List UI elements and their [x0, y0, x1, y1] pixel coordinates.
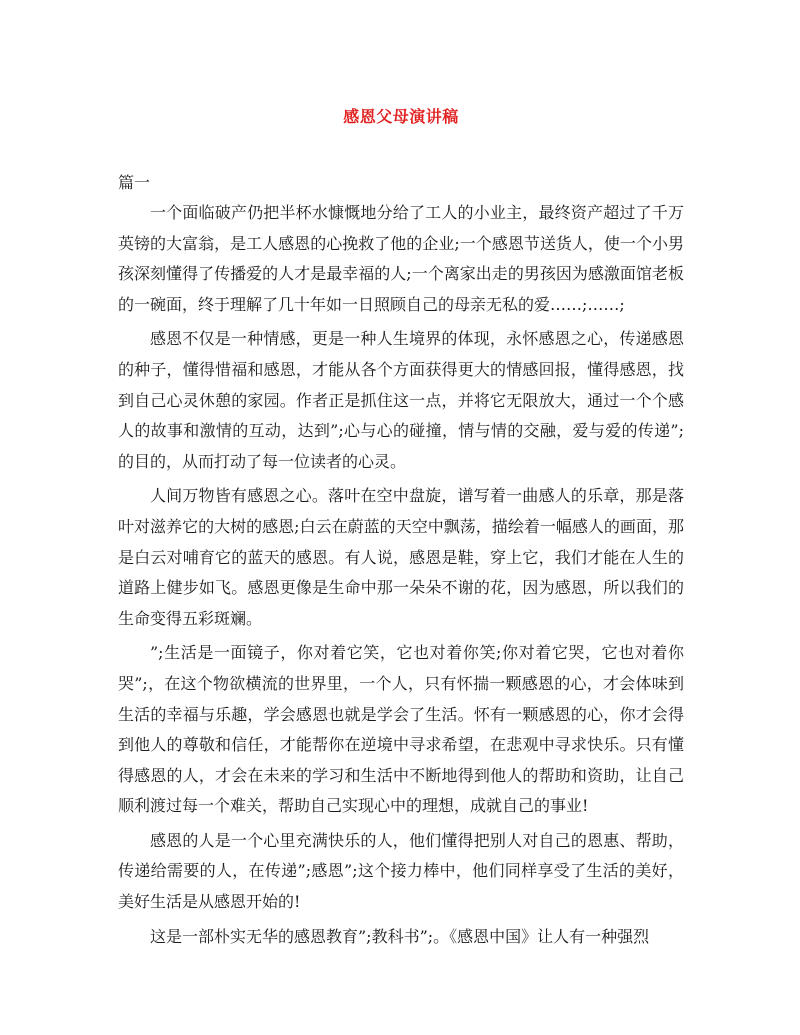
- paragraph: 感恩的人是一个心里充满快乐的人，他们懂得把别人对自己的恩惠、帮助，传递给需要的人，在传递”;感恩”;这个接力棒中，他们同样享受了生活的美好，美好生活是从感恩开始的!: [118, 830, 684, 912]
- paragraph: 人间万物皆有感恩之心。落叶在空中盘旋，谱写着一曲感人的乐章，那是落叶对滋养它的大树的感恩;白云在蔚蓝的天空中飘荡，描绘着一幅感人的画面，那是白云对哺育它的蓝天的感恩。有人说，感恩是鞋，穿上它，我们才能在人生的道路上健步如飞。感恩更像是生命中那一朵朵不谢的花，因为感恩，所以我们的生命变得五彩斑斓。: [118, 486, 684, 628]
- document-body: [118, 198, 684, 956]
- document-title: 感恩父母演讲稿: [343, 107, 459, 126]
- paragraph: 一个面临破产仍把半杯水慷慨地分给了工人的小业主，最终资产超过了千万英镑的大富翁，是工人感恩的心挽救了他的企业;一个感恩节送货人，使一个小男孩深刻懂得了传播爱的人才是最幸福的人;一个离家出走的男孩因为感激面馆老板的一碗面，终于理解了几十年如一日照顾自己的母亲无私的爱……;……;: [118, 203, 684, 314]
- paragraph: ”;生活是一面镜子，你对着它笑，它也对着你笑;你对着它哭，它也对着你哭”;，在这个物欲横流的世界里，一个人，只有怀揣一颗感恩的心，才会体味到生活的幸福与乐趣，学会感恩也就是学会了生活。怀有一颗感恩的心，你才会得到他人的尊敬和信任，才能帮你在逆境中寻求希望，在悲观中寻求快乐。只有懂得感恩的人，才会在未来的学习和生活中不断地得到他人的帮助和资助，让自己顺利渡过每一个难关，帮助自己实现心中的理想，成就自己的事业!: [118, 643, 684, 816]
- paragraph: 感恩不仅是一种情感，更是一种人生境界的体现，永怀感恩之心，传递感恩的种子，懂得惜福和感恩，才能从各个方面获得更大的情感回报，懂得感恩，找到自己心灵休憩的家园。作者正是抓住这一点，并将它无限放大，通过一个个感人的故事和激情的互动，达到”;心与心的碰撞，情与情的交融，爱与爱的传递”;的目的，从而打动了每一位读者的心灵。: [118, 329, 684, 471]
- section-label: 篇一: [118, 173, 151, 192]
- paragraph: 这是一部朴实无华的感恩教育”;教科书”;。《感恩中国》让人有一种强烈: [150, 926, 650, 946]
